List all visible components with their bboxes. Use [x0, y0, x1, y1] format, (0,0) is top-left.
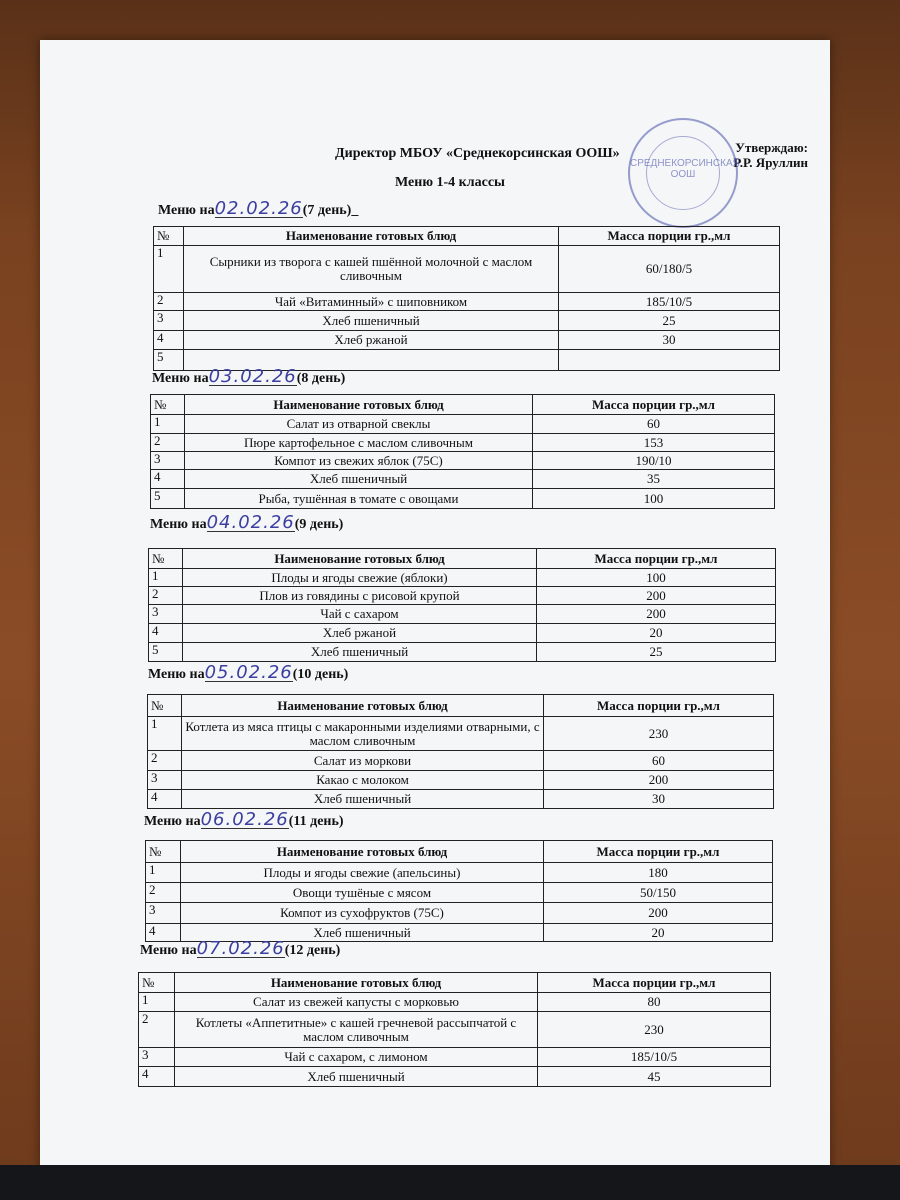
dish-name: Хлеб пшеничный	[175, 1067, 538, 1087]
table-row	[149, 624, 776, 643]
portion-mass: 190/10	[533, 452, 775, 470]
col-mass-header: Масса порции гр.,мл	[537, 549, 776, 569]
col-name-header: Наименование готовых блюд	[183, 549, 537, 569]
table-row	[139, 1048, 771, 1067]
portion-mass: 30	[544, 790, 774, 809]
dish-name: Овощи тушёные с мясом	[181, 883, 544, 903]
dish-name: Хлеб пшеничный	[183, 643, 537, 662]
dish-name: Хлеб пшеничный	[182, 790, 544, 809]
col-num-header: №	[139, 973, 175, 993]
dish-name: Какао с молоком	[182, 771, 544, 790]
dish-name: Чай «Витаминный» с шиповником	[184, 293, 559, 311]
row-num: 2	[151, 434, 185, 452]
table-row	[151, 434, 775, 452]
dish-name: Пюре картофельное с маслом сливочным	[185, 434, 533, 452]
portion-mass: 20	[544, 924, 773, 942]
menu-date: 06.02.26	[200, 809, 289, 830]
col-mass-header: Масса порции гр.,мл	[544, 695, 774, 717]
table-header-row	[148, 695, 774, 717]
menu-date: 07.02.26	[196, 938, 285, 959]
menu-table	[145, 840, 773, 942]
dish-name: Компот из свежих яблок (75С)	[185, 452, 533, 470]
row-num: 5	[154, 350, 184, 371]
table-row	[149, 569, 776, 587]
portion-mass: 50/150	[544, 883, 773, 903]
menu-label: Меню на	[152, 371, 209, 386]
dish-name: Хлеб ржаной	[183, 624, 537, 643]
col-num-header: №	[151, 395, 185, 415]
row-num: 3	[139, 1048, 175, 1067]
row-num: 2	[139, 1012, 175, 1048]
portion-mass: 100	[533, 489, 775, 509]
col-mass-header: Масса порции гр.,мл	[559, 227, 780, 246]
row-num: 4	[139, 1067, 175, 1087]
menu-day: (7 день)_	[302, 203, 359, 218]
portion-mass: 60	[533, 415, 775, 434]
menu-date: 02.02.26	[214, 198, 303, 219]
row-num: 3	[151, 452, 185, 470]
row-num: 2	[154, 293, 184, 311]
menu-day: (11 день)	[288, 814, 344, 829]
table-row	[139, 1067, 771, 1087]
menu-label: Меню на	[150, 517, 207, 532]
col-num-header: №	[154, 227, 184, 246]
col-num-header: №	[149, 549, 183, 569]
menu-heading	[150, 514, 343, 533]
table-row	[148, 751, 774, 771]
director-line: Директор МБОУ «Среднекорсинская ООШ»	[335, 146, 620, 161]
dish-name: Салат из свежей капусты с морковью	[175, 993, 538, 1012]
menu-label: Меню на	[140, 943, 197, 958]
row-num: 2	[146, 883, 181, 903]
dish-name: Плоды и ягоды свежие (яблоки)	[183, 569, 537, 587]
dish-name: Плоды и ягоды свежие (апельсины)	[181, 863, 544, 883]
row-num: 2	[148, 751, 182, 771]
menu-heading	[158, 200, 358, 219]
table-header-row	[154, 227, 780, 246]
portion-mass: 30	[559, 331, 780, 350]
menu-day: (12 день)	[284, 943, 341, 958]
background-edge	[0, 1165, 900, 1200]
menu-table	[148, 548, 776, 662]
menu-label: Меню на	[148, 667, 205, 682]
col-name-header: Наименование готовых блюд	[182, 695, 544, 717]
portion-mass: 153	[533, 434, 775, 452]
dish-name: Чай с сахаром	[183, 605, 537, 624]
table-row	[154, 246, 780, 293]
portion-mass: 230	[538, 1012, 771, 1048]
row-num: 2	[149, 587, 183, 605]
row-num: 3	[146, 903, 181, 924]
dish-name: Рыба, тушённая в томате с овощами	[185, 489, 533, 509]
portion-mass: 180	[544, 863, 773, 883]
table-header-row	[149, 549, 776, 569]
table-row	[154, 293, 780, 311]
table-row	[149, 587, 776, 605]
approval-title: Утверждаю:	[735, 140, 808, 155]
portion-mass: 185/10/5	[538, 1048, 771, 1067]
row-num: 4	[151, 470, 185, 489]
menu-table	[150, 394, 775, 509]
col-name-header: Наименование готовых блюд	[185, 395, 533, 415]
row-num: 4	[149, 624, 183, 643]
portion-mass: 20	[537, 624, 776, 643]
menu-date: 05.02.26	[204, 662, 293, 683]
menu-day: (8 день)	[296, 371, 346, 386]
col-mass-header: Масса порции гр.,мл	[544, 841, 773, 863]
table-row	[151, 415, 775, 434]
row-num: 1	[139, 993, 175, 1012]
portion-mass: 200	[537, 605, 776, 624]
dish-name: Хлеб пшеничный	[181, 924, 544, 942]
table-row	[154, 331, 780, 350]
table-row	[139, 993, 771, 1012]
row-num: 3	[154, 311, 184, 331]
row-num: 5	[151, 489, 185, 509]
menu-table	[153, 226, 780, 371]
portion-mass: 230	[544, 717, 774, 751]
table-row	[148, 717, 774, 751]
row-num: 4	[148, 790, 182, 809]
table-row	[149, 605, 776, 624]
portion-mass: 80	[538, 993, 771, 1012]
menu-table	[138, 972, 771, 1087]
portion-mass: 25	[559, 311, 780, 331]
menu-day: (9 день)	[294, 517, 344, 532]
row-num: 1	[148, 717, 182, 751]
row-num: 1	[154, 246, 184, 293]
dish-name: Чай с сахаром, с лимоном	[175, 1048, 538, 1067]
portion-mass: 60/180/5	[559, 246, 780, 293]
portion-mass: 200	[544, 771, 774, 790]
dish-name: Салат из моркови	[182, 751, 544, 771]
menu-table	[147, 694, 774, 809]
table-row	[146, 903, 773, 924]
table-header-row	[146, 841, 773, 863]
dish-name: Плов из говядины с рисовой крупой	[183, 587, 537, 605]
table-header-row	[151, 395, 775, 415]
col-mass-header: Масса порции гр.,мл	[533, 395, 775, 415]
col-name-header: Наименование готовых блюд	[181, 841, 544, 863]
col-name-header: Наименование готовых блюд	[175, 973, 538, 993]
table-row	[151, 470, 775, 489]
row-num: 5	[149, 643, 183, 662]
table-row	[148, 771, 774, 790]
approval-name: Р.Р. Яруллин	[733, 155, 808, 170]
table-header-row	[139, 973, 771, 993]
stamp-text: СРЕДНЕКОРСИНСКАЯ ООШ	[630, 158, 740, 180]
col-mass-header: Масса порции гр.,мл	[538, 973, 771, 993]
dish-name: Котлеты «Аппетитные» с кашей гречневой рассыпчатой с маслом сливочным	[175, 1012, 538, 1048]
table-row	[151, 452, 775, 470]
row-num: 1	[146, 863, 181, 883]
portion-mass: 185/10/5	[559, 293, 780, 311]
table-row	[146, 883, 773, 903]
row-num: 4	[154, 331, 184, 350]
dish-name: Котлета из мяса птицы с макаронными изделиями отварными, с маслом сливочным	[182, 717, 544, 751]
table-row	[151, 489, 775, 509]
col-num-header: №	[148, 695, 182, 717]
dish-name: Хлеб пшеничный	[184, 311, 559, 331]
dish-name: Хлеб пшеничный	[185, 470, 533, 489]
row-num: 4	[146, 924, 181, 942]
row-num: 3	[148, 771, 182, 790]
dish-name: Компот из сухофруктов (75С)	[181, 903, 544, 924]
col-name-header: Наименование готовых блюд	[184, 227, 559, 246]
portion-mass: 45	[538, 1067, 771, 1087]
table-row	[149, 643, 776, 662]
col-num-header: №	[146, 841, 181, 863]
portion-mass: 200	[544, 903, 773, 924]
menu-day: (10 день)	[292, 667, 349, 682]
portion-mass	[559, 350, 780, 371]
dish-name: Хлеб ржаной	[184, 331, 559, 350]
table-row	[148, 790, 774, 809]
approval-block	[733, 140, 808, 170]
table-row	[154, 311, 780, 331]
menu-heading	[144, 811, 344, 830]
portion-mass: 25	[537, 643, 776, 662]
table-row	[139, 1012, 771, 1048]
menu-date: 04.02.26	[206, 512, 295, 533]
school-stamp	[628, 118, 738, 228]
portion-mass: 60	[544, 751, 774, 771]
portion-mass: 35	[533, 470, 775, 489]
dish-name: Сырники из творога с кашей пшённой молочной с маслом сливочным	[184, 246, 559, 293]
portion-mass: 100	[537, 569, 776, 587]
menu-label: Меню на	[144, 814, 201, 829]
menu-label: Меню на	[158, 203, 215, 218]
document-title: Меню 1-4 классы	[395, 175, 505, 190]
row-num: 3	[149, 605, 183, 624]
menu-heading	[148, 664, 348, 683]
menu-heading	[152, 368, 345, 387]
row-num: 1	[151, 415, 185, 434]
menu-heading	[140, 940, 340, 959]
portion-mass: 200	[537, 587, 776, 605]
table-row	[146, 863, 773, 883]
dish-name: Салат из отварной свеклы	[185, 415, 533, 434]
menu-date: 03.02.26	[208, 366, 297, 387]
row-num: 1	[149, 569, 183, 587]
